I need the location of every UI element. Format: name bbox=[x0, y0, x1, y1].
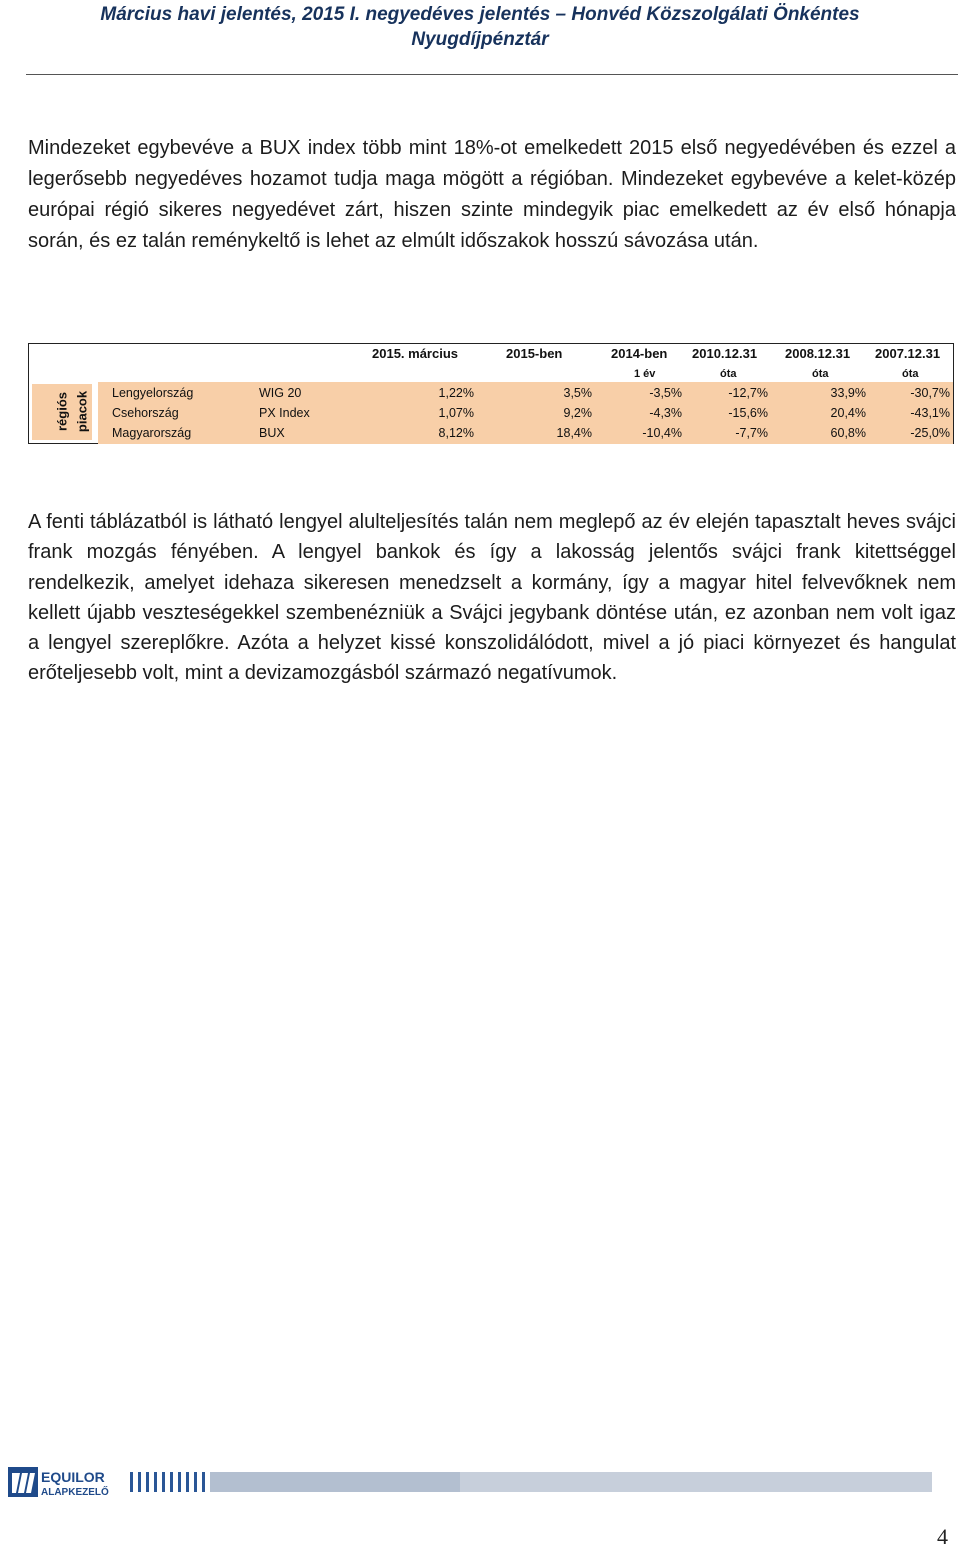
row2-value-2: 9,2% bbox=[563, 406, 592, 420]
col-subheader-5: óta bbox=[812, 368, 829, 380]
row1-value-4: -12,7% bbox=[728, 386, 768, 400]
page-number: 4 bbox=[937, 1524, 948, 1549]
row2-value-3: -4,3% bbox=[649, 406, 682, 420]
row2-value-4: -15,6% bbox=[728, 406, 768, 420]
col-header-5: 2008.12.31 bbox=[785, 346, 851, 361]
row1-value-3: -3,5% bbox=[649, 386, 682, 400]
side-label-word1: régiós bbox=[54, 392, 70, 432]
side-label-word2: piacok bbox=[74, 390, 90, 433]
col-subheader-6: óta bbox=[902, 368, 919, 380]
row2-value-1: 1,07% bbox=[438, 406, 474, 420]
col-header-4: 2010.12.31 bbox=[692, 346, 758, 361]
row3-value-6: -25,0% bbox=[910, 426, 950, 440]
col-subheader-4: óta bbox=[720, 368, 737, 380]
row1-value-6: -30,7% bbox=[910, 386, 950, 400]
row3-index: BUX bbox=[259, 426, 285, 440]
col-subheader-3: 1 év bbox=[634, 368, 656, 380]
col-header-3: 2014-ben bbox=[611, 346, 668, 361]
header-title-line1: Március havi jelentés, 2015 I. negyedéves jelentés – Honvéd Közszolgálati Önkéntes bbox=[100, 4, 860, 25]
logo-text-top: EQUILOR bbox=[41, 1469, 105, 1485]
logo-text-bottom: ALAPKEZELŐ bbox=[41, 1487, 109, 1498]
row2-value-5: 20,4% bbox=[830, 406, 866, 420]
row2-value-6: -43,1% bbox=[910, 406, 950, 420]
row1-value-1: 1,22% bbox=[438, 386, 474, 400]
footer-stripe-bar bbox=[130, 1468, 932, 1496]
header-title-line2: Nyugdíjpénztár bbox=[411, 29, 549, 50]
header-divider bbox=[26, 74, 958, 75]
row3-value-2: 18,4% bbox=[556, 426, 592, 440]
col-header-1: 2015. március bbox=[372, 346, 459, 361]
row1-value-5: 33,9% bbox=[830, 386, 866, 400]
row1-country: Lengyelország bbox=[112, 386, 194, 400]
col-header-6: 2007.12.31 bbox=[875, 346, 941, 361]
row3-value-1: 8,12% bbox=[438, 426, 474, 440]
row3-value-5: 60,8% bbox=[830, 426, 866, 440]
analysis-paragraph: A fenti táblázatból is látható lengyel alulteljesítés talán nem meglepő az év elején tapasztalt heves svájci frank mozgás fényében. A lengyel bankok és így a lakosság jelentős svájci frank kitettséggel rendelkezik, amelyet idehaza sikeresen menedzselt a kormány, így a magyar hitel felvevőknek nem kellett újabb veszteségekkel szembenézniük a Svájci jegybank döntése után, ez azonban nem volt igaz a lengyel szereplőkre. Azóta a helyzet kissé konszolidálódott, mivel a jó piaci környezet és hangulat erőteljesebb volt, mint a devizamozgásból származó negatívumok. bbox=[28, 511, 956, 685]
row2-index: PX Index bbox=[259, 406, 310, 420]
row3-country: Magyarország bbox=[112, 426, 192, 440]
row3-value-3: -10,4% bbox=[642, 426, 682, 440]
table-side-label bbox=[32, 384, 92, 440]
equilor-logo bbox=[8, 1465, 128, 1499]
row1-value-2: 3,5% bbox=[563, 386, 592, 400]
row3-value-4: -7,7% bbox=[735, 426, 768, 440]
intro-paragraph: Mindezeket egybevéve a BUX index több mint 18%-ot emelkedett 2015 első negyedévében és ezzel a legerősebb negyedéves hozamot tudja maga mögött a régióban. Mindezeket egybevéve a kelet-közép európai régió sikeres negyedévet zárt, hiszen szinte mindegyik piac emelkedett az év első hónapja során, és ez talán reménykeltő is lehet az elmúlt időszakok hosszú sávozása után. bbox=[28, 137, 956, 252]
col-header-2: 2015-ben bbox=[506, 346, 563, 361]
row1-index: WIG 20 bbox=[259, 386, 302, 400]
row2-country: Csehország bbox=[112, 406, 179, 420]
